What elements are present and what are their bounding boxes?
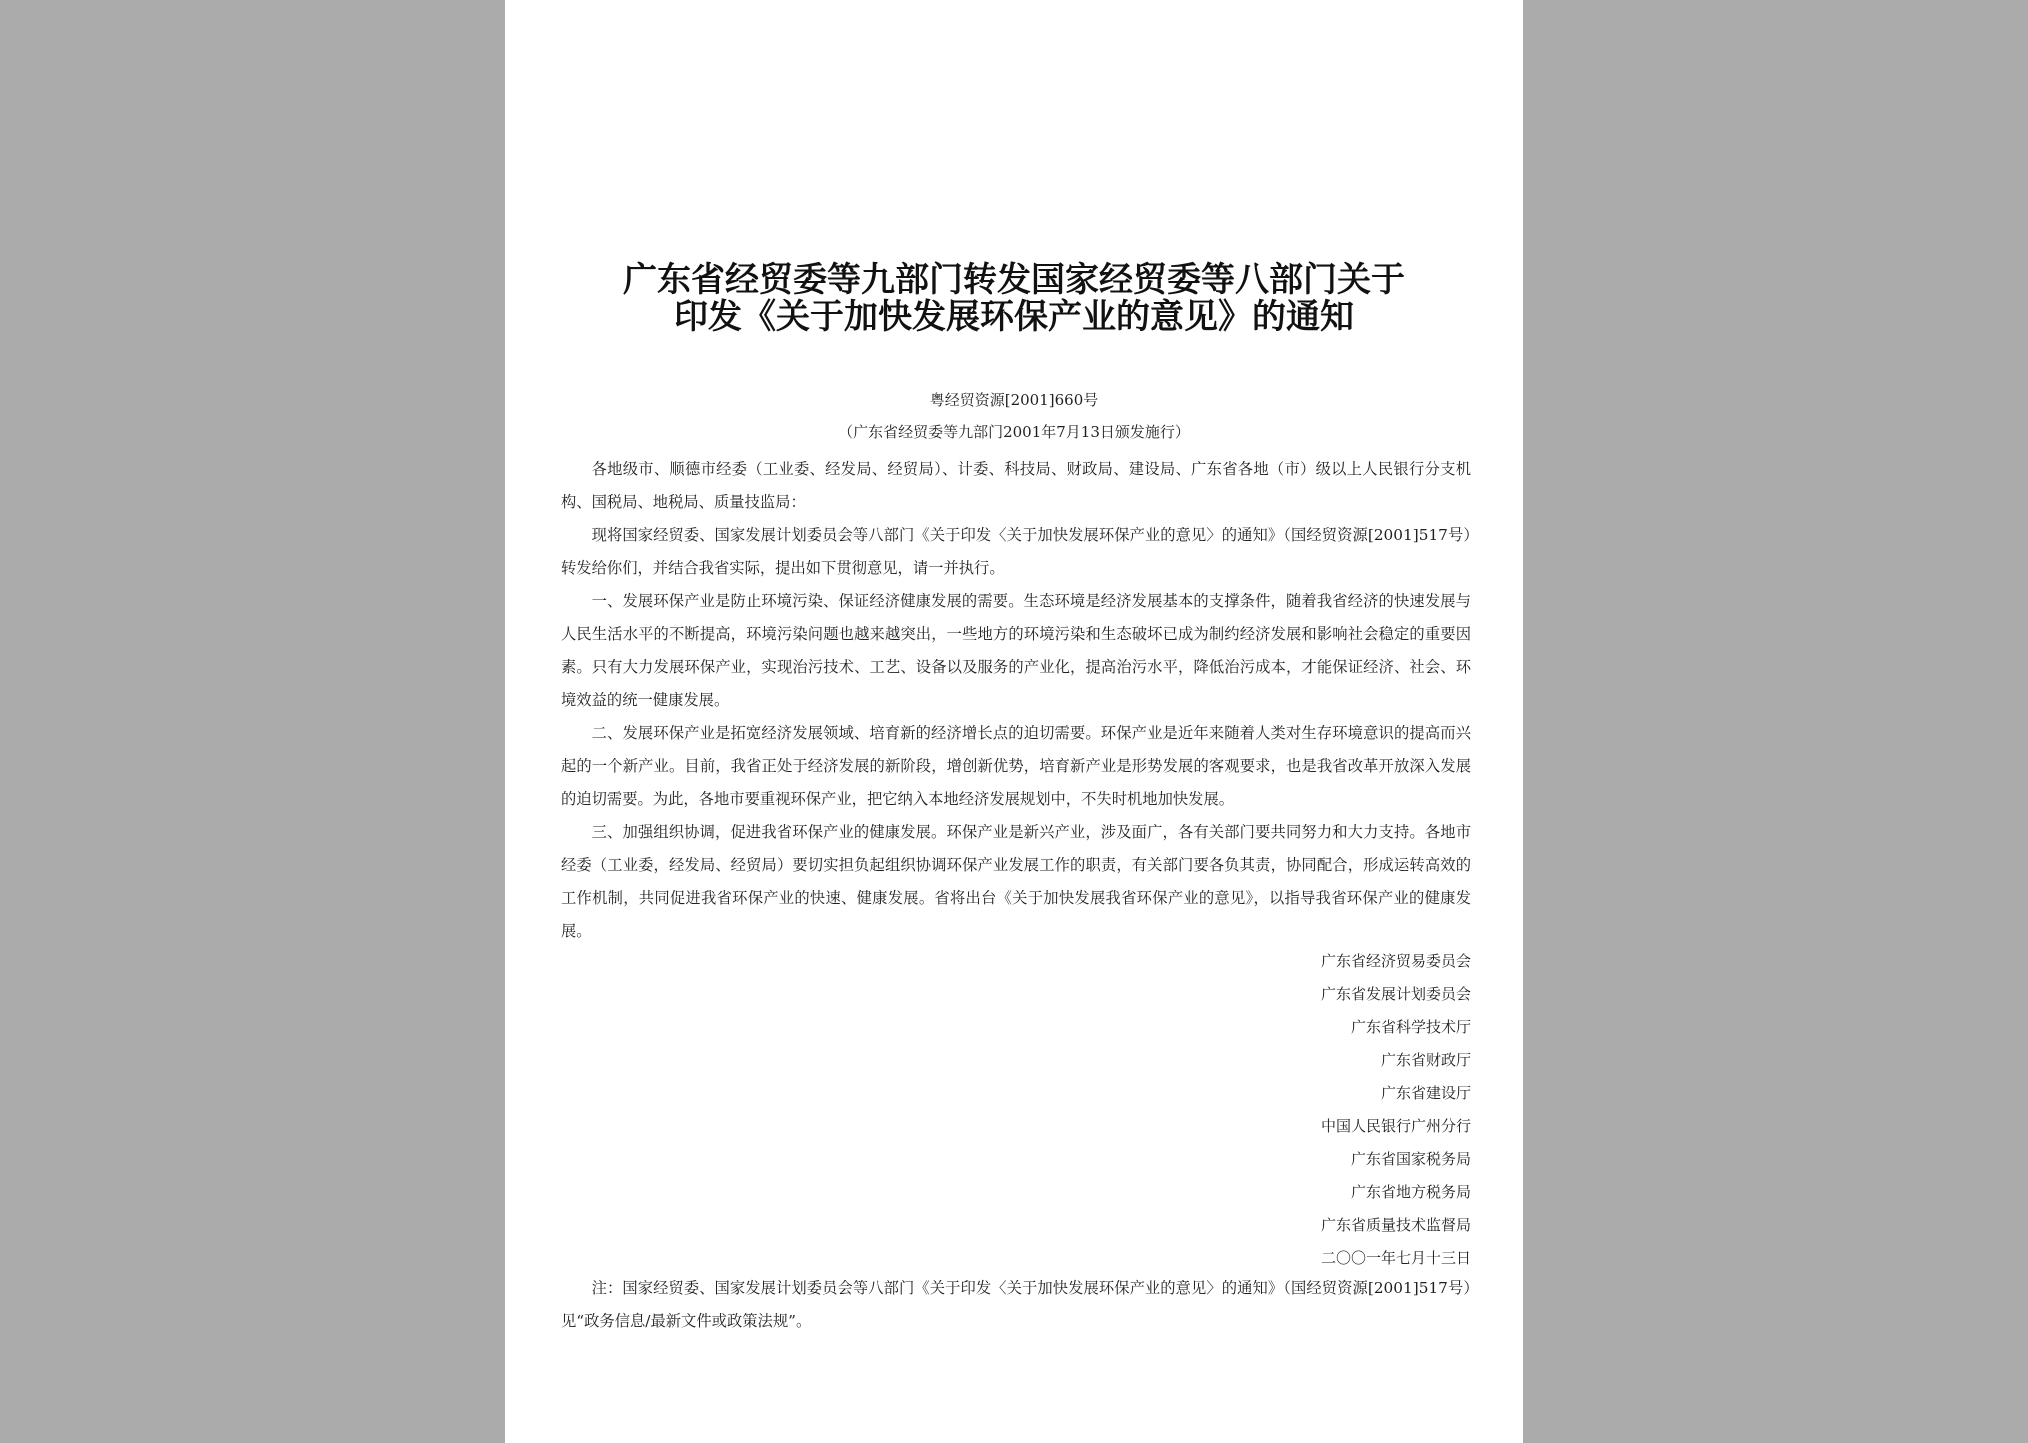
signatory-block	[561, 945, 1471, 1275]
signatory: 广东省地方税务局	[1350, 1183, 1471, 1201]
document-title	[525, 262, 1503, 336]
paragraph-point-2: 二、发展环保产业是拓宽经济发展领域、培育新的经济增长点的迫切需要。环保产业是近年来随着人类对生存环境意识的提高而兴起的一个新产业。目前，我省正处于经济发展的新阶段，增创新优势，培育新产业是形势发展的客观要求，也是我省改革开放深入发展的迫切需要。为此，各地市要重视环保产业，把它纳入本地经济发展规划中，不失时机地加快发展。	[561, 724, 1471, 808]
signatory: 广东省国家税务局	[1350, 1150, 1471, 1168]
note-text: 注：国家经贸委、国家发展计划委员会等八部门《关于印发〈关于加快发展环保产业的意见〉的通知》（国经贸资源[2001]517号）见“政务信息/最新文件或政策法规”。	[561, 1279, 1471, 1330]
document-note	[561, 1272, 1471, 1338]
document-body	[561, 453, 1471, 948]
signatory: 广东省质量技术监督局	[1320, 1216, 1471, 1234]
paragraph-point-3: 三、加强组织协调，促进我省环保产业的健康发展。环保产业是新兴产业，涉及面广，各有关部门要共同努力和大力支持。各地市经委（工业委，经发局、经贸局）要切实担负起组织协调环保产业发展工作的职责，有关部门要各负其责，协同配合，形成运转高效的工作机制，共同促进我省环保产业的快速、健康发展。省将出台《关于加快发展我省环保产业的意见》，以指导我省环保产业的健康发展。	[561, 823, 1471, 940]
paragraph-addressees: 各地级市、顺德市经委（工业委、经发局、经贸局）、计委、科技局、财政局、建设局、广东省各地（市）级以上人民银行分支机构、国税局、地税局、质量技监局：	[561, 460, 1471, 511]
issue-info: （广东省经贸委等九部门2001年7月13日颁发施行）	[838, 423, 1190, 441]
title-line-1: 广东省经贸委等九部门转发国家经贸委等八部门关于	[623, 260, 1405, 300]
signatory: 中国人民银行广州分行	[1320, 1117, 1471, 1135]
signatory: 广东省经济贸易委员会	[1320, 952, 1471, 970]
signatory: 广东省建设厅	[1380, 1084, 1471, 1102]
document-page	[505, 0, 1523, 1443]
paragraph-intro: 现将国家经贸委、国家发展计划委员会等八部门《关于印发〈关于加快发展环保产业的意见〉的通知》（国经贸资源[2001]517号）转发给你们，并结合我省实际，提出如下贯彻意见，请一并执行。	[561, 526, 1471, 577]
signing-date: 二〇〇一年七月十三日	[1320, 1249, 1471, 1267]
signatory: 广东省科学技术厅	[1350, 1018, 1471, 1036]
signatory: 广东省财政厅	[1380, 1051, 1471, 1069]
signatory: 广东省发展计划委员会	[1320, 985, 1471, 1003]
paragraph-point-1: 一、发展环保产业是防止环境污染、保证经济健康发展的需要。生态环境是经济发展基本的支撑条件，随着我省经济的快速发展与人民生活水平的不断提高，环境污染问题也越来越突出，一些地方的环境污染和生态破坏已成为制约经济发展和影响社会稳定的重要因素。只有大力发展环保产业，实现治污技术、工艺、设备以及服务的产业化，提高治污水平，降低治污成本，才能保证经济、社会、环境效益的统一健康发展。	[561, 592, 1471, 709]
title-line-2: 印发《关于加快发展环保产业的意见》的通知	[674, 297, 1354, 337]
document-number: 粤经贸资源[2001]660号	[929, 391, 1099, 409]
